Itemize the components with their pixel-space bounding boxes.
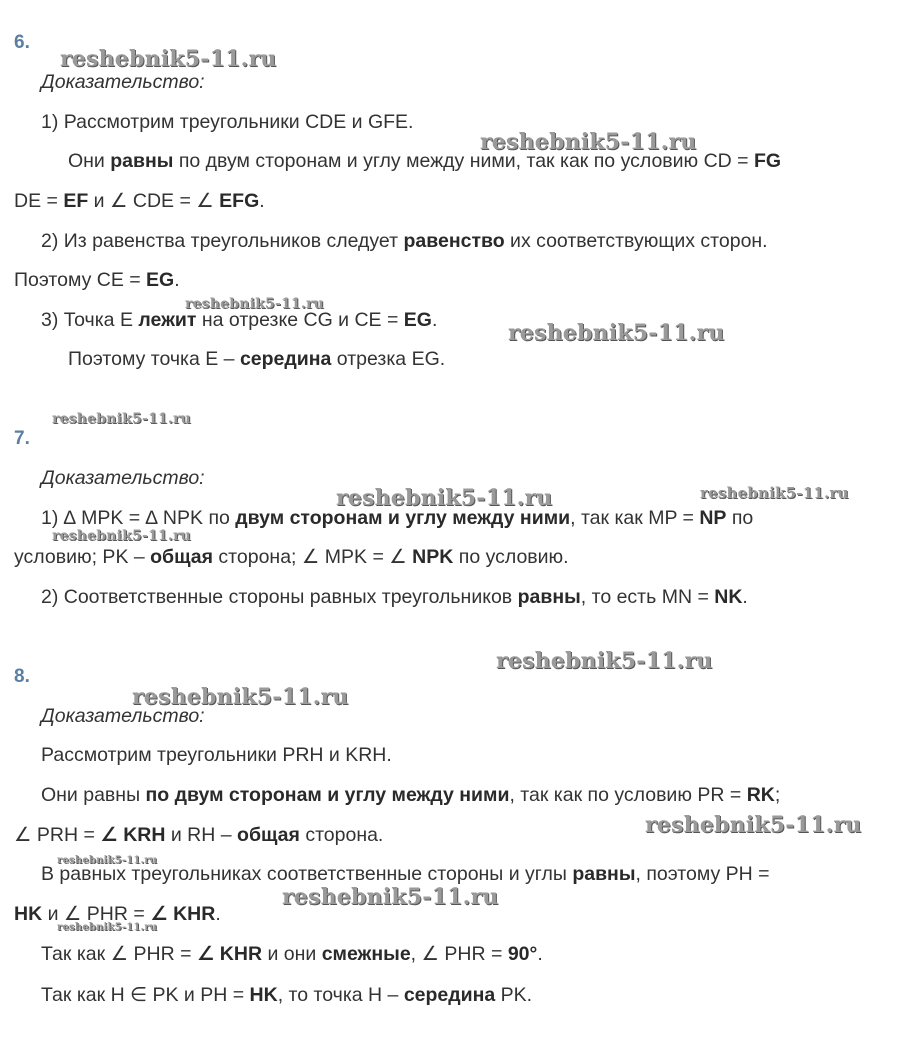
watermark: reshebnik5-11.ru: [52, 411, 191, 427]
section-8-line-6: Так как ∠ PHR = ∠ KHR и они смежные, ∠ PHR = 90°.: [41, 943, 543, 965]
section-7-line-1: 1) ∆ MPK = ∆ NPK по двум сторонам и углу между ними, так как MP = NP по: [41, 507, 754, 529]
watermark: reshebnik5-11.ru: [60, 46, 277, 72]
watermark: reshebnik5-11.ru: [336, 485, 553, 511]
watermark: reshebnik5-11.ru: [132, 684, 349, 710]
watermark: reshebnik5-11.ru: [508, 320, 725, 346]
section-6-line-4: 2) Из равенства треугольников следует равенство их соответствующих сторон.: [41, 230, 768, 252]
watermark: reshebnik5-11.ru: [57, 855, 158, 866]
watermark: reshebnik5-11.ru: [496, 648, 713, 674]
section-6-line-3: DE = EF и ∠ CDE = ∠ EFG.: [14, 190, 265, 212]
section-6-line-6: 3) Точка E лежит на отрезке CG и CE = EG.: [41, 309, 438, 331]
watermark: reshebnik5-11.ru: [57, 922, 158, 933]
section-7-number: 7.: [14, 428, 30, 449]
section-8-line-1: Рассмотрим треугольники PRH и KRH.: [41, 744, 392, 766]
section-7-line-3: 2) Соответственные стороны равных треугольников равны, то есть MN = NK.: [41, 586, 748, 608]
watermark: reshebnik5-11.ru: [645, 812, 862, 838]
section-6-line-5: Поэтому CE = EG.: [14, 269, 180, 291]
section-6-proof-heading: Доказательство:: [41, 71, 205, 93]
watermark: reshebnik5-11.ru: [185, 296, 324, 312]
section-6-number: 6.: [14, 32, 30, 53]
section-7-proof-heading: Доказательство:: [41, 467, 205, 489]
section-8-number: 8.: [14, 666, 30, 687]
section-8-line-4: В равных треугольниках соответственные стороны и углы равны, поэтому PH =: [41, 863, 770, 885]
section-8-proof-heading: Доказательство:: [41, 705, 205, 727]
section-8-line-7: Так как H ∈ PK и PH = HK, то точка H – середина PK.: [41, 984, 533, 1006]
watermark: reshebnik5-11.ru: [52, 528, 191, 544]
section-7-line-2: условию; PK – общая сторона; ∠ MPK = ∠ NPK по условию.: [14, 546, 569, 568]
watermark: reshebnik5-11.ru: [700, 484, 849, 502]
section-8-line-5: HK и ∠ PHR = ∠ KHR.: [14, 903, 221, 925]
section-6-line-2: Они равны по двум сторонам и углу между ними, так как по условию CD = FG: [68, 150, 782, 172]
watermark: reshebnik5-11.ru: [480, 129, 697, 155]
section-8-line-2: Они равны по двум сторонам и углу между ними, так как по условию PR = RK;: [41, 784, 781, 806]
watermark: reshebnik5-11.ru: [282, 884, 499, 910]
section-6-line-1: 1) Рассмотрим треугольники CDE и GFE.: [41, 111, 414, 133]
section-8-line-3: ∠ PRH = ∠ KRH и RH – общая сторона.: [14, 824, 384, 846]
section-6-line-7: Поэтому точка E – середина отрезка EG.: [68, 348, 446, 370]
